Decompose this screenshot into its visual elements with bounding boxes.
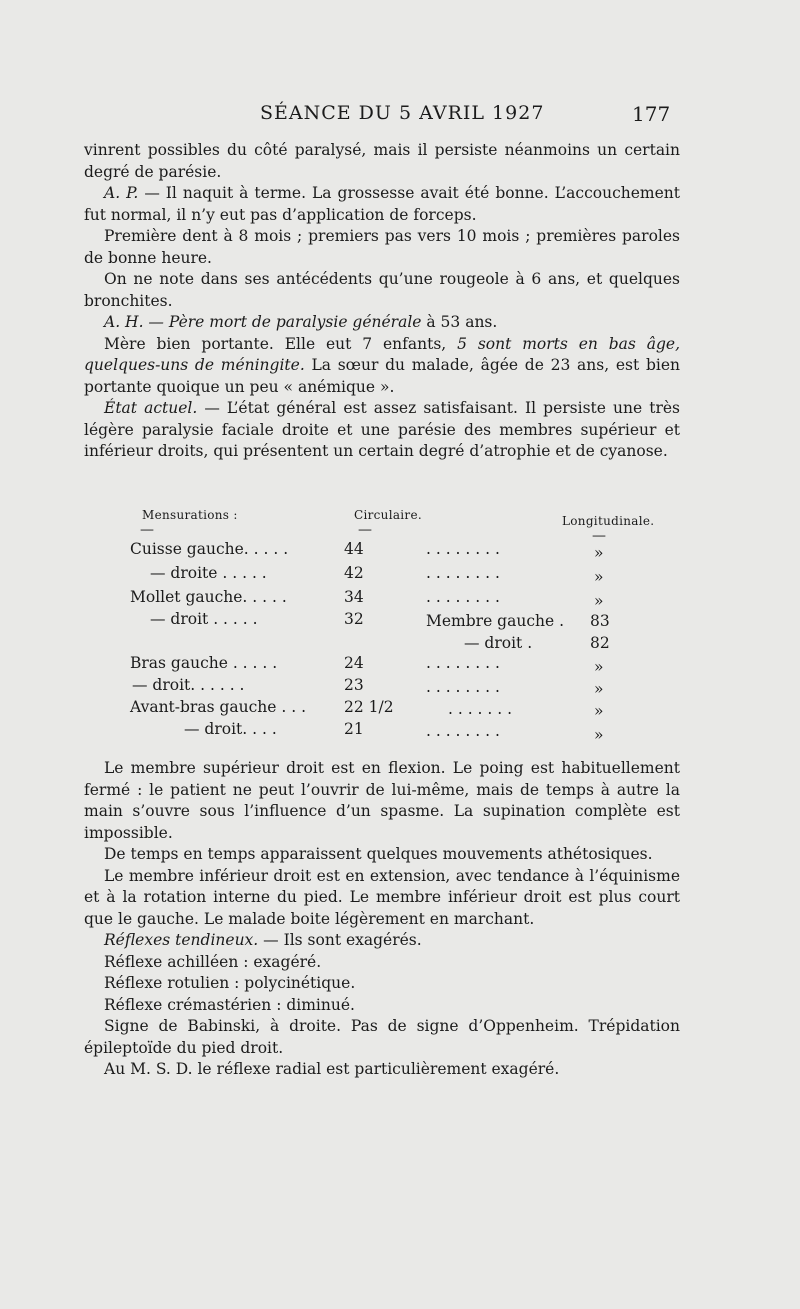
longitudinale-value: 82 (590, 634, 610, 652)
paragraph: Le membre supérieur droit est en flexion. Le poing est habituellement fermé : le patient ne peut l’ouvrir de lui-même, mais de temps à autre la main s’ouvre sous l’influence d’un spasme. La supination complète est impossible. (84, 759, 680, 842)
row-label: — droite . . . . . (150, 564, 267, 582)
row-middle: . . . . . . . . (426, 588, 500, 606)
paragraph-lead: État actuel. (104, 399, 198, 417)
paragraph-text: — Il naquit à terme. La grossesse avait été bonne. L’accouchement fut normal, il n’y eut pas d’application de forceps. (84, 184, 680, 224)
upper-text-block (84, 140, 680, 463)
paragraph: Réflexe crémastérien : diminué. (104, 995, 355, 1014)
paragraph: On ne note dans ses antécédents qu’une rougeole à 6 ans, et quelques bronchites. (84, 270, 680, 310)
paragraph: Réflexe rotulien : polycinétique. (104, 974, 356, 992)
paragraph (84, 930, 680, 952)
table-header-circulaire: Circulaire. (354, 508, 422, 522)
circulaire-value: 23 (344, 676, 364, 694)
paragraph: Réflexe achilléen : exagéré. (104, 952, 322, 971)
circulaire-value: 32 (344, 610, 364, 628)
running-title: SÉANCE DU 5 AVRIL 1927 (260, 102, 545, 124)
paragraph-italic: 5 sont morts en bas âge, quelques-uns de méningite. (84, 334, 681, 374)
row-label: Cuisse gauche. . . . . (130, 540, 289, 558)
row-middle: . . . . . . . (448, 700, 513, 718)
longitudinale-value: » (594, 568, 604, 586)
paragraph (84, 334, 680, 399)
row-middle: . . . . . . . . (426, 722, 500, 740)
longitudinale-value: » (594, 726, 604, 744)
page-number: 177 (632, 102, 671, 126)
row-label: Avant-bras gauche . . . (130, 698, 307, 716)
row-label: — droit. . . . . . (132, 676, 245, 694)
circulaire-value: 24 (344, 654, 364, 672)
column-dash: — (140, 522, 154, 538)
circulaire-value: 21 (344, 720, 364, 738)
paragraph-text: à 53 ans. (421, 313, 498, 331)
row-label: Bras gauche . . . . . (130, 654, 278, 672)
paragraph-text: — L’état général est assez satisfaisant. Il persiste une très légère paralysie faciale droite et une parésie des membres supérieur et inférieur droits, qui présentent un certain degré d’atrophie et de cyanose. (84, 399, 680, 460)
row-label: — droit. . . . (184, 720, 277, 738)
row-middle: . . . . . . . . (426, 654, 500, 672)
column-dash: — (358, 522, 372, 538)
paragraph: De temps en temps apparaissent quelques mouvements athétosiques. (104, 845, 653, 863)
column-dash: — (592, 528, 606, 544)
paragraph: Le membre inférieur droit est en extension, avec tendance à l’équinisme et à la rotation interne du pied. Le membre inférieur droit est plus court que le gauche. Le malade boite légèrement en marchant. (84, 866, 680, 928)
paragraph (84, 312, 680, 334)
paragraph (84, 183, 680, 226)
longitudinale-value: 83 (590, 612, 610, 630)
row-middle: . . . . . . . . (426, 564, 500, 582)
paragraph-lead: A. P. (104, 184, 139, 202)
row-middle: . . . . . . . . (426, 678, 500, 696)
paragraph-text: Mère bien portante. Elle eut 7 enfants, (104, 334, 458, 353)
row-middle: — droit . (464, 634, 533, 652)
lower-text-block (84, 758, 680, 1081)
page-header (0, 100, 800, 130)
longitudinale-value: » (594, 702, 604, 720)
circulaire-value: 42 (344, 564, 364, 582)
longitudinale-value: » (594, 544, 604, 562)
longitudinale-value: » (594, 680, 604, 698)
longitudinale-value: » (594, 658, 604, 676)
table-header-longitudinale: Longitudinale. (562, 514, 655, 528)
paragraph-text: La sœur du malade, âgée de 23 ans, est bien portante quoique un peu « anémique ». (84, 356, 680, 396)
paragraph-lead: Réflexes tendineux. (104, 931, 259, 949)
paragraph-text: — Ils sont exagérés. (258, 931, 422, 949)
paragraph: Signe de Babinski, à droite. Pas de signe d’Oppenheim. Trépidation épileptoïde du pied droit. (84, 1017, 680, 1057)
row-label: — droit . . . . . (150, 610, 258, 628)
paragraph: Au M. S. D. le réflexe radial est particulièrement exagéré. (104, 1060, 560, 1078)
paragraph-lead: A. H. — Père mort de paralysie générale (104, 313, 422, 331)
circulaire-value: 44 (344, 540, 364, 558)
measurements-table (130, 508, 670, 758)
row-middle: Membre gauche . (426, 612, 565, 630)
table-header-mensurations: Mensurations : (142, 508, 238, 522)
circulaire-value: 22 1/2 (344, 698, 394, 716)
paragraph: Première dent à 8 mois ; premiers pas vers 10 mois ; premières paroles de bonne heure. (84, 227, 680, 267)
paragraph (84, 398, 680, 463)
row-label: Mollet gauche. . . . . (130, 588, 287, 606)
longitudinale-value: » (594, 592, 604, 610)
circulaire-value: 34 (344, 588, 364, 606)
row-middle: . . . . . . . . (426, 540, 500, 558)
paragraph: vinrent possibles du côté paralysé, mais il persiste néanmoins un certain degré de parésie. (84, 141, 680, 181)
